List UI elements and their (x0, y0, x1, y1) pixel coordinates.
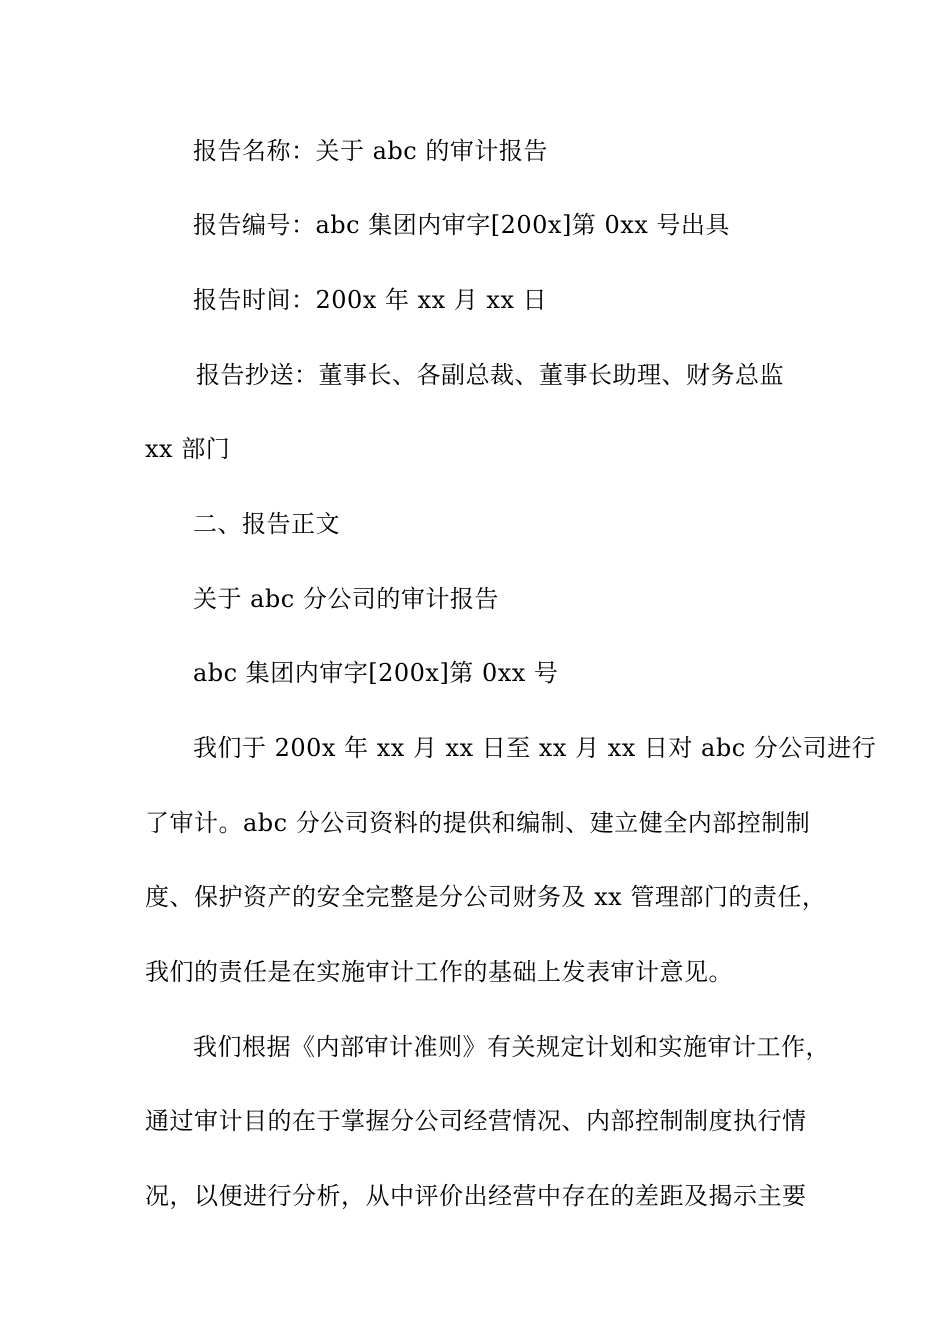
paragraph-1-line-1: 我们于 200x 年 xx 月 xx 日至 xx 月 xx 日对 abc 分公司进行 (193, 734, 877, 762)
report-name-line: 报告名称：关于 abc 的审计报告 (193, 137, 548, 165)
report-cc-line: 报告抄送：董事长、各副总裁、董事长助理、财务总监 (196, 361, 784, 389)
report-cc-line-continued: xx 部门 (145, 435, 231, 463)
paragraph-1-line-3: 度、保护资产的安全完整是分公司财务及 xx 管理部门的责任， (145, 883, 827, 911)
paragraph-2-line-1: 我们根据《内部审计准则》有关规定计划和实施审计工作， (193, 1033, 830, 1061)
report-reference: abc 集团内审字[200x]第 0xx 号 (193, 659, 559, 687)
report-time-line: 报告时间：200x 年 xx 月 xx 日 (193, 286, 548, 314)
report-number-line: 报告编号：abc 集团内审字[200x]第 0xx 号出具 (193, 211, 730, 239)
paragraph-2-line-2: 通过审计目的在于掌握分公司经营情况、内部控制制度执行情 (145, 1107, 807, 1135)
report-title: 关于 abc 分公司的审计报告 (193, 585, 499, 613)
paragraph-1-line-2: 了审计。abc 分公司资料的提供和编制、建立健全内部控制制 (145, 809, 811, 837)
section-heading: 二、报告正文 (193, 510, 340, 538)
paragraph-2-line-3: 况，以便进行分析，从中评价出经营中存在的差距及揭示主要 (145, 1182, 807, 1210)
paragraph-1-line-4: 我们的责任是在实施审计工作的基础上发表审计意见。 (145, 958, 733, 986)
